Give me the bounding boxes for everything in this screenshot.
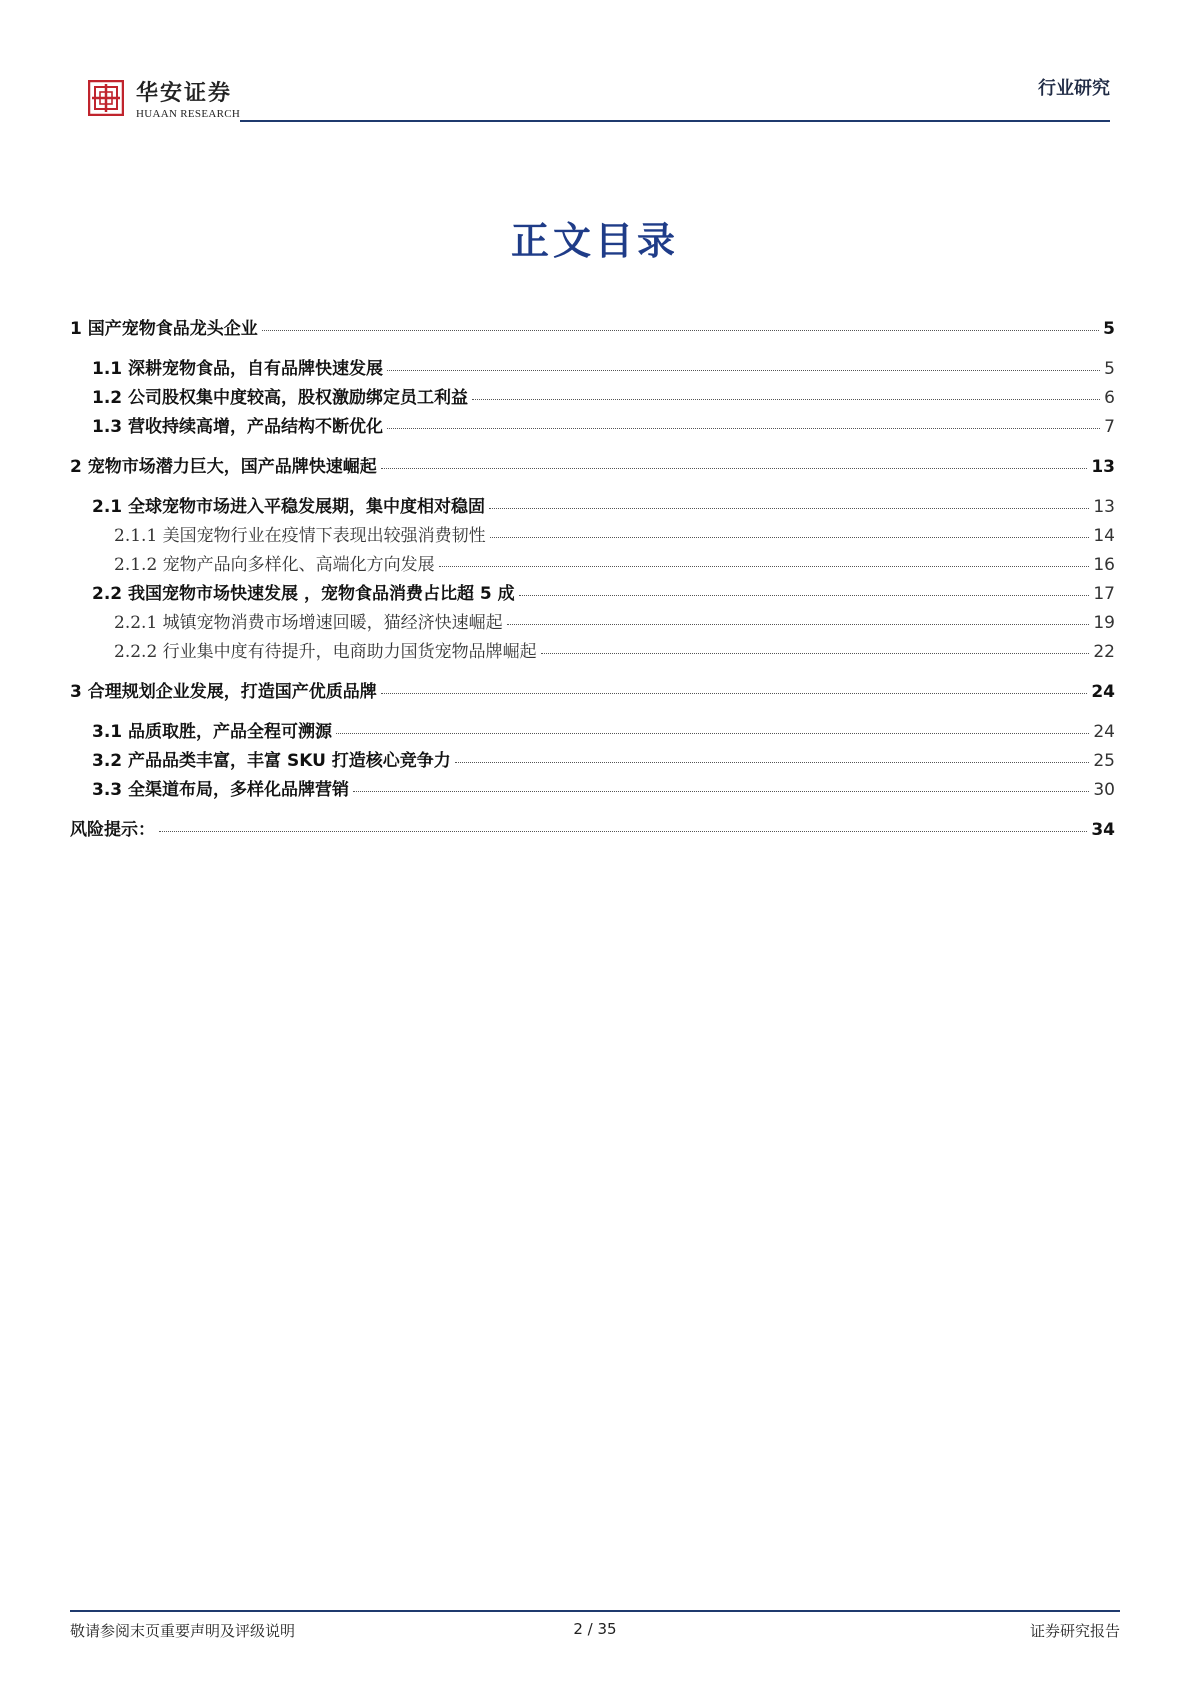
header-rule bbox=[240, 120, 1110, 122]
toc-entry-page: 24 bbox=[1091, 682, 1115, 702]
toc-entry-label: 2.1.1 美国宠物行业在疫情下表现出较强消费韧性 bbox=[114, 526, 486, 546]
toc-entry-label: 3.3 全渠道布局，多样化品牌营销 bbox=[92, 780, 350, 800]
footer-rule bbox=[70, 1610, 1120, 1612]
toc-entry-page: 30 bbox=[1093, 780, 1115, 800]
toc-entry-page: 19 bbox=[1093, 613, 1115, 633]
footer-disclaimer: 敬请参阅末页重要声明及评级说明 bbox=[70, 1622, 296, 1640]
toc-entry-label: 2 宠物市场潜力巨大，国产品牌快速崛起 bbox=[70, 457, 377, 477]
toc-entry-2-1-1[interactable] bbox=[70, 521, 1115, 546]
report-type: 证券研究报告 bbox=[1029, 1622, 1120, 1640]
report-category: 行业研究 bbox=[1038, 78, 1110, 99]
page-header bbox=[88, 72, 1110, 124]
toc-leader-dots bbox=[262, 330, 1099, 331]
toc-entry-label: 2.1 全球宠物市场进入平稳发展期，集中度相对稳固 bbox=[92, 497, 486, 517]
toc-entry-label: 3 合理规划企业发展，打造国产优质品牌 bbox=[70, 682, 377, 702]
toc-entry-page: 14 bbox=[1093, 526, 1115, 546]
toc-leader-dots bbox=[439, 566, 1090, 567]
toc-leader-dots bbox=[353, 791, 1089, 792]
toc-entry-label: 1.1 深耕宠物食品，自有品牌快速发展 bbox=[92, 359, 384, 379]
toc-entry-3-1[interactable] bbox=[70, 717, 1115, 742]
toc-leader-dots bbox=[336, 733, 1089, 734]
toc-entry-3[interactable] bbox=[70, 677, 1115, 702]
toc-entry-2[interactable] bbox=[70, 452, 1115, 477]
toc-entry-label: 1.2 公司股权集中度较高，股权激励绑定员工利益 bbox=[92, 388, 469, 408]
brand-name-cn: 华安证券 bbox=[136, 80, 233, 106]
toc-entry-page: 5 bbox=[1103, 319, 1115, 339]
toc-entry-label: 2.2.2 行业集中度有待提升，电商助力国货宠物品牌崛起 bbox=[114, 642, 537, 662]
toc-title: 正文目录 bbox=[510, 218, 679, 263]
toc-entry-page: 16 bbox=[1093, 555, 1115, 575]
toc-entry-page: 7 bbox=[1104, 417, 1115, 437]
toc-entry-1-2[interactable] bbox=[70, 383, 1115, 408]
toc-entry-page: 13 bbox=[1093, 497, 1115, 517]
toc-entry-label: 3.2 产品品类丰富，丰富 SKU 打造核心竞争力 bbox=[92, 751, 451, 771]
page-footer bbox=[70, 1620, 1120, 1644]
toc-entry-page: 24 bbox=[1093, 722, 1115, 742]
toc-entry-2-2-2[interactable] bbox=[70, 637, 1115, 662]
toc-entry-page: 34 bbox=[1091, 820, 1115, 840]
toc-entry-2-1[interactable] bbox=[70, 492, 1115, 517]
toc-entry-1-3[interactable] bbox=[70, 412, 1115, 437]
toc-entry-page: 22 bbox=[1093, 642, 1115, 662]
toc-leader-dots bbox=[489, 508, 1089, 509]
brand-name-en: HUAAN RESEARCH bbox=[136, 108, 241, 120]
toc-leader-dots bbox=[490, 537, 1090, 538]
toc-leader-dots bbox=[387, 428, 1100, 429]
toc-entry-page: 6 bbox=[1104, 388, 1115, 408]
toc-entry-label: 2.2 我国宠物市场快速发展 ，宠物食品消费占比超 5 成 bbox=[92, 584, 515, 604]
toc-leader-dots bbox=[507, 624, 1090, 625]
toc-leader-dots bbox=[519, 595, 1090, 596]
toc-leader-dots bbox=[541, 653, 1090, 654]
toc-leader-dots bbox=[455, 762, 1090, 763]
toc-entry-page: 5 bbox=[1104, 359, 1115, 379]
toc-entry-label: 2.1.2 宠物产品向多样化、高端化方向发展 bbox=[114, 555, 435, 575]
toc-entry-3-2[interactable] bbox=[70, 746, 1115, 771]
page-indicator: 2 / 35 bbox=[573, 1620, 617, 1638]
toc-entry-page: 25 bbox=[1093, 751, 1115, 771]
toc-leader-dots bbox=[159, 831, 1087, 832]
toc-entry-risk[interactable] bbox=[70, 815, 1115, 840]
toc-entry-1[interactable] bbox=[70, 314, 1115, 339]
toc-leader-dots bbox=[381, 693, 1088, 694]
toc-entry-page: 17 bbox=[1093, 584, 1115, 604]
toc-entry-2-2[interactable] bbox=[70, 579, 1115, 604]
toc-entry-3-3[interactable] bbox=[70, 775, 1115, 800]
toc-entry-label: 2.2.1 城镇宠物消费市场增速回暖，猫经济快速崛起 bbox=[114, 613, 503, 633]
toc-entry-2-2-1[interactable] bbox=[70, 608, 1115, 633]
toc-entry-label: 风险提示： bbox=[70, 820, 155, 840]
toc-leader-dots bbox=[387, 370, 1100, 371]
toc-leader-dots bbox=[381, 468, 1088, 469]
toc-entry-label: 3.1 品质取胜，产品全程可溯源 bbox=[92, 722, 333, 742]
toc-entry-1-1[interactable] bbox=[70, 354, 1115, 379]
toc-entry-2-1-2[interactable] bbox=[70, 550, 1115, 575]
toc-entry-page: 13 bbox=[1091, 457, 1115, 477]
toc-entry-label: 1 国产宠物食品龙头企业 bbox=[70, 319, 258, 339]
huaan-logo-icon bbox=[88, 80, 124, 116]
toc-entry-label: 1.3 营收持续高增，产品结构不断优化 bbox=[92, 417, 384, 437]
toc-leader-dots bbox=[472, 399, 1100, 400]
